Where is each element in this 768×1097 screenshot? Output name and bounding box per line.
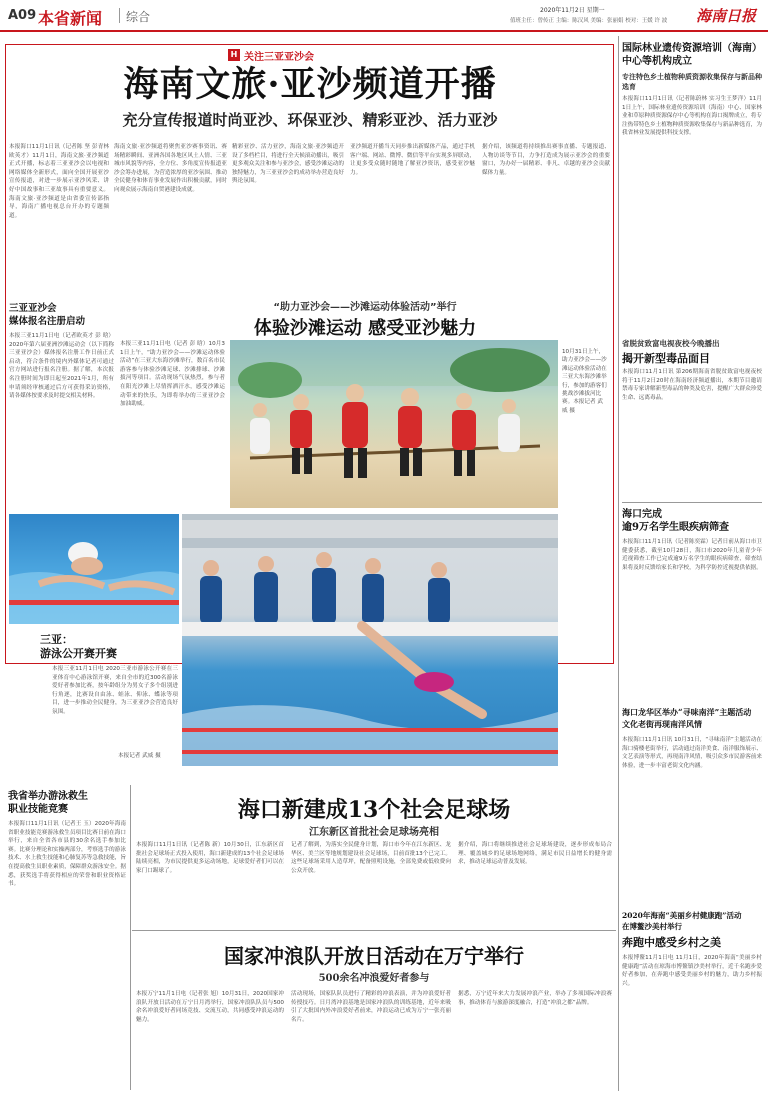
lead-headline: 海南文旅·亚沙频道开播 <box>123 64 497 105</box>
r3-headline: 海口完成 逾9万名学生眼疾病筛查 <box>622 509 729 533</box>
editor-credits: 值班主任：曾传正 主编：陈汉风 美编：张丽娟 校对：王媛 许 波 <box>510 18 668 24</box>
r3-top-rule <box>622 502 762 503</box>
r1-headline: 国际林业遗传资源培训（海南）中心等机构成立 <box>622 43 762 67</box>
tug-of-war-figures <box>230 340 558 508</box>
football-col-2: 记者了解到，为落实全民健身计划，海口市今年在江东新区、龙华区、美兰区等地规划建设社会足球场，目前首批13个已完工。这些足球场采用人造草坪，配备照明设施，全部免费或低收费向公众开放。 <box>291 842 451 874</box>
wanning-col-1: 本报万宁11月1日电（记者张 旭）10月31日，2020国家冲浪队开放日活动在万宁日月湾举行，国家冲浪队队员与500余名冲浪爱好者同场竞技、交流互动，共同感受冲浪运动的魅力。 <box>136 991 284 1023</box>
page-number: A09 <box>8 8 37 23</box>
football-col-3: 据介绍，海口将继续推进社会足球场建设，逐步形成布局合理、覆盖城乡的足球场地网络，满足市民日益增长的健身需求，推动足球运动普及发展。 <box>458 842 612 866</box>
wanning-col-2: 活动现场，国家队队员进行了精彩的冲浪表演，并为冲浪爱好者传授技巧。日月湾冲浪基地是国家冲浪队的训练基地，近年来吸引了大批国内外冲浪爱好者前来，冲浪运动已成为万宁一张亮丽名片。 <box>291 991 451 1023</box>
football-col-1: 本报海口11月1日讯（记者陈 新）10月30日，江东新区首批社会足球场正式投入使用，海口新建成的13个社会足球场陆续亮相，为市民提供更多运动场地，足球爱好者们可以在家门口踢球了。 <box>136 842 284 874</box>
photo-swimmer-breaststroke <box>9 514 179 624</box>
r4-text: 本报海口11月1日讯 10月31日，“寻味南洋”主题活动在海口骑楼老街举行，活动通过南洋美食、南洋服饰展示、文艺表演等形式，再现南洋风情，吸引众多市民游客前来体验，进一步丰富老街文化内涵。 <box>622 737 762 769</box>
diving-swimmers <box>182 514 558 766</box>
r2-text: 本报海口11月1日讯 第206期海南省脱贫致富电视夜校将于11月2日20时在海南经济频道播出，本期节目邀请禁毒专家讲解新型毒品的种类及危害，提醒广大群众珍爱生命、远离毒品。 <box>622 369 762 401</box>
mid-photo-caption: 10月31日上午，助力亚沙会——沙滩运动体验活动在三亚大东海沙滩举行，参加的游客们挑战沙滩拔河比赛。本报记者 武威 摄 <box>562 349 607 414</box>
r1-subhead: 专注特色乡土植物种质资源收集保存与新品种选育 <box>622 73 762 91</box>
kicker-logo-icon: H <box>228 49 240 61</box>
wanning-headline: 国家冲浪队开放日活动在万宁举行 <box>224 944 524 968</box>
lead-col-3: 精彩亚沙、活力亚沙，海南文旅·亚沙频道开设了多档栏目，将进行全天候滚动播出，吸引更多观众关注和参与亚沙会，感受沙滩运动的独特魅力，为三亚亚沙会的成功举办营造良好舆论氛围。 <box>232 144 344 185</box>
lead-col-1: 本报海口11月1日讯（记者陈 坚 彭青林 欧英才）11月1日，海南文旅·亚沙频道正式开播，标志着三亚亚沙会以电视和网络媒体全新形式，面向全国开展亚沙宣传报道，对进一步展示亚沙风采、讲好中国故事和三亚故事具有重要意义。海南文旅·亚沙频道是由省委宣传部指导，海南广播电视总台开办的专题频道。 <box>9 144 109 219</box>
r2-headline: 揭开新型毒品面目 <box>622 352 710 365</box>
section-divider <box>119 8 120 23</box>
wanning-col-3: 据悉，万宁近年来大力发展冲浪产业，举办了多项国际冲浪赛事，推动体育与旅游深度融合，打造“冲浪之都”品牌。 <box>458 991 612 1006</box>
left2-headline: 我省举办游泳救生 职业技能竞赛 <box>8 791 88 815</box>
r5-headline: 2020年海南“美丽乡村健康跑”活动 在博鳌沙美村举行 <box>622 911 742 931</box>
mid-kicker: “助力亚沙会——沙滩运动体验活动”举行 <box>273 302 457 313</box>
r5-subhead: 奔跑中感受乡村之美 <box>622 936 721 949</box>
swim-headline: 三亚： 游泳公开赛开赛 <box>40 633 117 660</box>
photo-beach-tug-of-war <box>230 340 558 508</box>
left1-text: 本报三亚11月1日电（记者欧英才 彭 晗）2020年第六届亚洲沙滩运动会（以下简称三亚亚沙会）媒体报名注册工作日前正式启动，符合条件的境内外媒体记者可通过官方网站进行报名注册。据了解，本次报名注册时间为即日起至2021年1月，所有申请须经审核通过后方可获得采访资格，请各媒体按要求及时提交相关材料。 <box>9 333 114 400</box>
wanning-subhead: 500余名冲浪爱好者参与 <box>318 973 430 984</box>
r1-text: 本报海口11月1日讯（记者陈蔚林 实习生王梦洋）11月1日上午，国际林业遗传资源培训（海南）中心、国家林业和草原种质资源保存中心等机构在海口揭牌成立，将专注热带特色乡土植物种质资源收集保存与新品种选育，为我省林业发展提供科技支撑。 <box>622 96 762 137</box>
swim-text: 本报三亚11月1日电 2020三亚市游泳公开赛在三亚体育中心游泳馆开赛，来自全市的近300名游泳爱好者参加比赛，按年龄组分为男女子多个组别进行角逐，比赛设自由泳、蛙泳、仰泳、蝶泳等项目，进一步推动全民健身，为三亚亚沙会营造良好氛围。 <box>52 666 178 715</box>
edition-date: 2020年11月2日 星期一 <box>540 7 605 14</box>
lower-left-divider <box>130 785 131 1090</box>
section-title: 本省新闻 <box>38 9 103 28</box>
right-column-divider <box>618 36 619 1091</box>
subsection-title: 综合 <box>126 10 151 24</box>
swim-photo-credit: 本报记者 武威 摄 <box>118 753 161 759</box>
newspaper-logo: 海南日报 <box>696 7 757 25</box>
r5-text: 本报博鳌11月1日电 11月1日，2020年海南“美丽乡村健康跑”活动在琼海市博鳌镇沙美村举行，近千名跑步爱好者参加，在奔跑中感受美丽乡村的魅力，助力乡村振兴。 <box>622 955 762 987</box>
r2-kicker: 省脱贫致富电视夜校今晚播出 <box>622 339 720 348</box>
mid-headline: 体验沙滩运动 感受亚沙魅力 <box>253 318 477 339</box>
r4-headline: 海口龙华区举办“寻味南洋”主题活动 文化老街再现南洋风情 <box>622 707 752 729</box>
mid-text: 本报三亚11月1日电（记者 彭 晗）10月31日上午，“助力亚沙会——沙滩运动体验活动”在三亚大东海沙滩举行，数百名市民游客参与体验沙滩足球、沙滩排球、沙滩拔河等项目。活动现场气氛热烈，参与者在阳光沙滩上尽情挥洒汗水，感受沙滩运动带来的快乐，为即将举办的三亚亚沙会加油助威。 <box>120 341 225 408</box>
football-headline: 海口新建成13个社会足球场 <box>237 797 511 823</box>
left2-text: 本报海口11月1日讯（记者王 玉）2020年海南省职业技能竞赛游泳救生员项目比赛日前在海口举行，来自全省各市县的30余名选手参加比赛。比赛分理论和实操两部分，考察选手的游泳技术、水上救生技能和心肺复苏等急救技能，旨在提高救生员职业素质，保障群众游泳安全。据悉，获奖选手将获得相应的荣誉和职业资格证书。 <box>8 821 126 888</box>
football-subhead: 江东新区首批社会足球场亮相 <box>309 827 439 838</box>
masthead <box>0 0 768 30</box>
left1-headline: 三亚亚沙会 媒体报名注册启动 <box>9 303 86 327</box>
r3-text: 本报海口11月1日讯（记者陈奕霖）记者日前从海口市卫健委获悉，截至10月28日，海口市2020年儿童青少年近视筛查工作已完成逾9万名学生的眼疾病筛查，筛查结果将及时反馈给家长和学校，为科学防控近视提供依据。 <box>622 539 762 571</box>
wanning-top-rule <box>132 930 616 931</box>
lead-kicker: H 关注三亚亚沙会 <box>228 48 314 62</box>
lead-col-2: 海南文旅·亚沙频道将聚焦亚沙赛事资讯、赛场精彩瞬间、亚洲各国各地区风土人情、三亚城市风貌等内容，全方位、多角度宣传报道亚沙会筹办进展，为营造浓厚的亚沙氛围、推动全民健身和体育事业发展作出积极贡献，同时向观众展示海南自贸港建设成就。 <box>114 144 227 193</box>
masthead-rule <box>0 30 768 32</box>
swimmer-figure <box>9 514 179 624</box>
photo-swimmers-diving <box>182 514 558 766</box>
lead-col-5: 据介绍，该频道将持续推出赛事直播、专题报道、人物访谈等节目，力争打造成为展示亚沙会的重要窗口，为办好一届精彩、非凡、卓越的亚沙会贡献媒体力量。 <box>482 144 610 176</box>
lead-col-4: 亚沙频道开播当天同步推出新媒体产品，通过手机客户端、网站、微博、微信等平台实现多屏联动，让更多受众随时随地了解亚沙资讯，感受亚沙魅力。 <box>350 144 475 176</box>
lead-subhead: 充分宣传报道时尚亚沙、环保亚沙、精彩亚沙、活力亚沙 <box>122 111 498 129</box>
